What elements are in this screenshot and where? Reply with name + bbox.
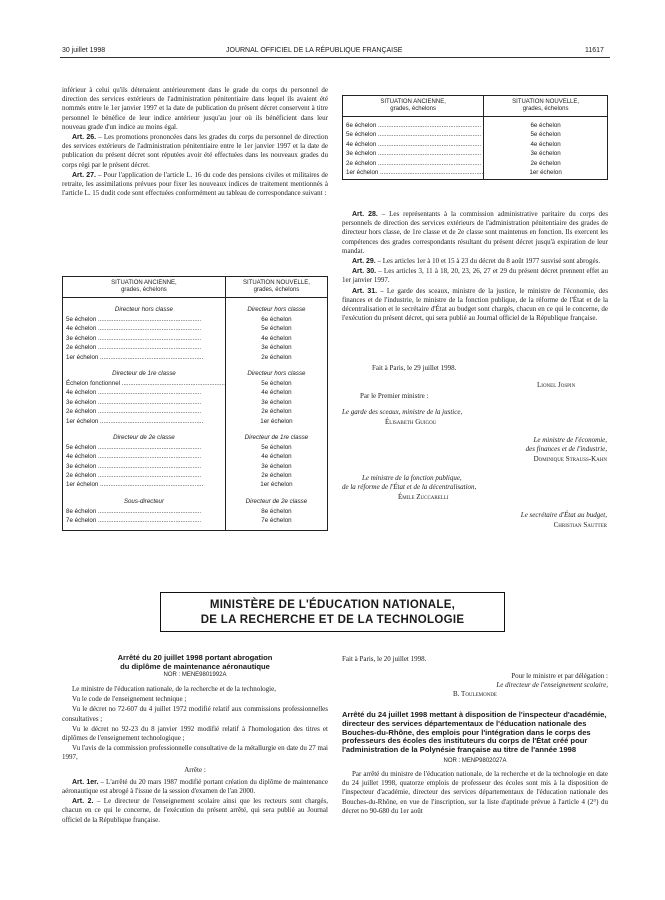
table1-new-echelon: 1er échelon bbox=[260, 417, 293, 425]
table1-old-echelon: 7e échelon ............................................................ bbox=[66, 517, 202, 525]
banner-line-1: MINISTÈRE DE L'ÉDUCATION NATIONALE, bbox=[209, 599, 456, 611]
table1-old-section-title: Directeur de 2e classe bbox=[113, 433, 175, 441]
correspondence-table-1 bbox=[62, 276, 328, 531]
table1-new-echelon: 3e échelon bbox=[261, 462, 292, 470]
ministry-banner bbox=[160, 592, 505, 632]
fait-a-paris-1: Fait à Paris, le 29 juillet 1998. bbox=[372, 364, 457, 372]
article-30-label: Art. 30. bbox=[352, 268, 377, 276]
table1-old-echelon: 4e échelon ............................................................ bbox=[66, 453, 202, 461]
director-name: B. Toulemonde bbox=[453, 690, 497, 698]
table1-new-echelon: 3e échelon bbox=[261, 398, 292, 406]
table1-old-echelon: 4e échelon ............................................................ bbox=[66, 389, 202, 397]
decree-title-line-1: Arrêté du 20 juillet 1998 portant abrogation bbox=[117, 653, 273, 662]
table1-old-section-title: Sous-directeur bbox=[123, 497, 165, 505]
article-28-label: Art. 28. bbox=[352, 211, 378, 218]
decree-article-1 bbox=[62, 778, 328, 796]
table1-head-old-label: SITUATION ANCIENNE, bbox=[111, 280, 177, 286]
table2-head-old-label: SITUATION ANCIENNE, bbox=[380, 99, 446, 105]
bottom-left-column bbox=[62, 653, 328, 826]
article-29-label: Art. 29. bbox=[352, 258, 376, 266]
table1-old-echelon: 1er échelon ............................................................ bbox=[66, 481, 204, 489]
continuation-paragraph: inférieur à celui qu'ils détenaient antérieurement dans le grade du corps du personnel de direction des services extérieurs de l'administration pénitentiaire dans lequel ils avaient été nommés entre le 1er janvier 1997 et la date de publication du présent décret conservent à titre personnel le bénéfice de leur indice antérieur jusqu'au jour où ils bénéficient dans leur nouveau grade d'un indice au moins égal. bbox=[62, 86, 328, 131]
table1-new-echelon: 5e échelon bbox=[261, 443, 292, 451]
table1-old-section-title: Directeur hors classe bbox=[114, 306, 173, 313]
table2-head-old-sub: grades, échelons bbox=[390, 106, 436, 112]
header-rule bbox=[60, 57, 610, 58]
table1-old-echelon: 2e échelon ............................................................ bbox=[66, 344, 202, 352]
page-number: 11617 bbox=[585, 47, 604, 54]
table1-old-column bbox=[63, 298, 226, 531]
article-29-text: – Les articles 1er à 10 et 15 à 23 du décret du 8 août 1977 susvisé sont abrogés. bbox=[375, 257, 601, 266]
table1-new-echelon: 2e échelon bbox=[261, 408, 292, 416]
table1-new-echelon: 4e échelon bbox=[261, 334, 292, 342]
left-column-top bbox=[62, 86, 328, 199]
table1-new-section-title: Directeur de 2e classe bbox=[245, 497, 308, 505]
table2-header-new bbox=[484, 96, 608, 117]
article-31-label: Art. 31. bbox=[352, 287, 378, 295]
table1-new-column bbox=[225, 298, 327, 531]
fp-title-1: Le ministre de la fonction publique, bbox=[362, 474, 462, 482]
decree-article-2 bbox=[62, 797, 328, 825]
table1-new-echelon: 5e échelon bbox=[261, 325, 292, 333]
article-29 bbox=[342, 257, 608, 266]
table2-new-echelon: 6e échelon bbox=[530, 122, 561, 129]
table2-old-echelon: 6e échelon ............................................................ bbox=[346, 122, 482, 129]
table2-new-echelon: 3e échelon bbox=[530, 150, 561, 158]
correspondence-table-2 bbox=[342, 95, 608, 180]
table1-old-echelon: 3e échelon ............................................................ bbox=[66, 398, 202, 406]
article-27 bbox=[62, 171, 328, 199]
table2-head-new-label: SITUATION NOUVELLE, bbox=[512, 99, 580, 105]
table1-new-section-title: Directeur hors classe bbox=[247, 306, 306, 313]
table1-old-echelon: 3e échelon ............................................................ bbox=[66, 462, 202, 470]
article-28-text: – Les représentants à la commission administrative paritaire du corps des personnels de direction des services extérieurs de l'administration pénitentiaire des grades de directeur hors classe, de 1re classe et de 2e classe sont maintenus en fonction. Ils exercent les compétences des grades correspondants résultant du présent décret jusqu'à expiration de leur mandat. bbox=[342, 210, 608, 255]
par-premier-ministre: Par le Premier ministre : bbox=[360, 392, 429, 400]
preamble-3: Vu le décret no 72-607 du 4 juillet 1972 modifié relatif aux commissions professionnelles consultatives ; bbox=[62, 705, 328, 723]
eco-title-1: Le ministre de l'économie, bbox=[533, 436, 607, 444]
table2-new-echelon: 1er échelon bbox=[529, 168, 562, 176]
garde-name: Élisabeth Guigou bbox=[385, 418, 437, 426]
decree-article-1-label: Art. 1er. bbox=[72, 778, 99, 786]
table2-header-old bbox=[343, 96, 484, 117]
table1-old-echelon: 8e échelon ............................................................ bbox=[66, 507, 202, 515]
article-31 bbox=[342, 287, 608, 324]
fait-a-paris-2: Fait à Paris, le 20 juillet 1998. bbox=[342, 655, 427, 663]
table1-new-echelon: 5e échelon bbox=[261, 379, 292, 387]
header-date: 30 juillet 1998 bbox=[62, 47, 106, 54]
table1-old-section-title: Directeur de 1re classe bbox=[112, 369, 176, 377]
table1-new-section-title: Directeur de 1re classe bbox=[244, 433, 309, 441]
table2-new-echelon: 4e échelon bbox=[530, 140, 561, 148]
table1-old-echelon: 3e échelon ............................................................ bbox=[66, 334, 202, 342]
table1-new-echelon: 4e échelon bbox=[261, 389, 292, 397]
decree-article-2-text: – Le directeur de l'enseignement scolaire ainsi que les recteurs sont chargés, chacun en ce qui le concerne, de l'exécution du présent arrêté, qui sera publié au Journal officiel de la République française. bbox=[62, 797, 329, 824]
table1-new-echelon: 2e échelon bbox=[261, 353, 292, 361]
fp-name: Émile Zuccarelli bbox=[398, 493, 449, 501]
article-28 bbox=[342, 210, 608, 256]
article-30 bbox=[342, 267, 608, 285]
article-27-text: – Pour l'application de l'article L. 16 du code des pensions civiles et militaires de retraite, les assimilations prévues pour fixer les nouveaux indices de traitement mentionnés à l'article L. 15 dudit code sont effectuées conformément au tableau de correspondance suivant : bbox=[62, 170, 328, 198]
arrete-24-paragraph: Par arrêté du ministre de l'éducation nationale, de la recherche et de la technologie en date du 24 juillet 1998, quatorze emplois de professeur des écoles sont mis à la disposition de l'inspecteur d'académie, directeur des services départementaux de l'éducation nationale des Bouches-du-Rhône, en vue de l'inscription, sur la liste d'aptitude prévue à l'article 4 (2°) du décret no 90-680 du 1er août bbox=[342, 769, 608, 815]
eco-name: Dominique Strauss-Kahn bbox=[533, 455, 607, 463]
table1-new-echelon: 1er échelon bbox=[260, 481, 293, 489]
article-26 bbox=[62, 133, 328, 170]
table1-new-echelon: 8e échelon bbox=[261, 507, 292, 515]
signer-prime-minister: Lionel Jospin bbox=[537, 381, 576, 389]
table1-head-old-sub: grades, échelons bbox=[121, 287, 167, 293]
director-title: Le directeur de l'enseignement scolaire, bbox=[496, 681, 608, 689]
table1-new-echelon: 2e échelon bbox=[261, 472, 292, 480]
preamble-4: Vu le décret no 92-23 du 8 janvier 1992 modifié relatif à l'homologation des titres et diplômes de l'enseignement technologique ; bbox=[62, 724, 328, 743]
preamble-5: Vu l'avis de la commission professionnelle consultative de la métallurgie en date du 27 mai 1997, bbox=[62, 744, 328, 762]
table2-old-echelon: 2e échelon ............................................................ bbox=[346, 159, 482, 167]
table1-header-old bbox=[63, 277, 226, 298]
table1-new-section-title: Directeur hors classe bbox=[247, 369, 306, 377]
preamble-2: Vu le code de l'enseignement technique ; bbox=[72, 695, 187, 704]
table1-old-echelon: 5e échelon ............................................................ bbox=[66, 316, 202, 323]
article-27-label: Art. 27. bbox=[72, 171, 96, 179]
decree-article-2-label: Art. 2. bbox=[72, 798, 94, 806]
table2-old-echelon: 4e échelon ............................................................ bbox=[346, 140, 482, 148]
table2-new-echelon: 5e échelon bbox=[530, 131, 561, 139]
bottom-right-column bbox=[342, 655, 608, 817]
decree-article-1-text: – L'arrêté du 20 mars 1987 modifié portant création du diplôme de maintenance aéronautique est abrogé à l'issue de la session d'examen de l'an 2000. bbox=[62, 777, 328, 796]
arrete-24-title: Arrêté du 24 juillet 1998 mettant à disposition de l'inspecteur d'académie, directeur des services départementaux de l'éducation nationale des Bouches-du-Rhône, des emplois pour l'intégration dans le corps des professeurs des écoles des instituteurs du corps de l'État créé pour l'administration de la Polynésie française au titre de l'année 1998 bbox=[342, 710, 607, 755]
table2-old-echelon: 3e échelon ............................................................ bbox=[346, 150, 482, 158]
table2-head-new-sub: grades, échelons bbox=[522, 106, 569, 112]
article-31-text: – Le garde des sceaux, ministre de la justice, le ministre de l'économie, des finances et de l'industrie, le ministre de la fonction publique, de la réforme de l'État et de la décentralisation et le secrétaire d'État au budget sont chargés, chacun en ce qui le concerne, de l'exécution du présent décret, qui sera publié au Journal officiel de la République française. bbox=[342, 286, 609, 323]
table2-old-echelon: 5e échelon ............................................................ bbox=[346, 131, 482, 139]
table1-head-new-label: SITUATION NOUVELLE, bbox=[242, 280, 310, 286]
article-26-label: Art. 26. bbox=[72, 134, 97, 142]
table1-head-new-sub: grades, échelons bbox=[253, 287, 300, 293]
table1-old-echelon: 1er échelon ............................................................ bbox=[66, 353, 204, 361]
article-26-text: – Les promotions prononcées dans les grades du corps du personnel de direction des services extérieurs de l'administration pénitentiaire entre le 1er janvier 1997 et la date de publication du présent décret sont réputées avoir été effectuées dans les nouveaux grades du corps régi par le présent décret. bbox=[62, 133, 328, 169]
article-30-text: – Les articles 3, 11 à 18, 20, 23, 26, 27 et 29 du présent décret prennent effet au 1er janvier 1997. bbox=[342, 267, 608, 285]
table1-header-new bbox=[225, 277, 327, 298]
budget-title: Le secrétaire d'État au budget, bbox=[520, 511, 607, 519]
table2-new-echelon: 2e échelon bbox=[530, 159, 561, 167]
table1-new-echelon: 4e échelon bbox=[261, 453, 292, 461]
table1-old-echelon: 4e échelon ............................................................ bbox=[66, 325, 202, 333]
table1-new-echelon: 6e échelon bbox=[261, 316, 292, 323]
table1-old-echelon: 1er échelon ............................................................ bbox=[66, 417, 204, 425]
table1-old-echelon: Échelon fonctionnel ............................................................ bbox=[66, 379, 225, 387]
delegation-line: Pour le ministre et par délégation : bbox=[511, 672, 608, 680]
table1-old-echelon: 2e échelon ............................................................ bbox=[66, 408, 202, 416]
arrete-24-nor: NOR : MENP9802027A bbox=[443, 757, 507, 764]
banner-line-2: DE LA RECHERCHE ET DE LA TECHNOLOGIE bbox=[200, 614, 465, 626]
table1-new-echelon: 3e échelon bbox=[261, 344, 292, 352]
table2-new-column bbox=[484, 117, 608, 180]
decree-title-line-2: du diplôme de maintenance aéronautique bbox=[120, 662, 270, 671]
table1-new-echelon: 7e échelon bbox=[261, 517, 292, 525]
table2-old-echelon: 1er échelon ............................................................ bbox=[346, 168, 484, 176]
preamble-1: Le ministre de l'éducation nationale, de la recherche et de la technologie, bbox=[72, 685, 276, 693]
table1-old-echelon: 2e échelon ............................................................ bbox=[66, 472, 202, 480]
right-column-articles bbox=[342, 210, 608, 324]
arrete-label: Arrête : bbox=[184, 765, 206, 774]
table1-old-echelon: 5e échelon ............................................................ bbox=[66, 443, 202, 451]
budget-name: Christian Sautter bbox=[553, 521, 607, 529]
eco-title-2: des finances et de l'industrie, bbox=[525, 445, 607, 453]
fp-title-2: de la réforme de l'État et de la décentralisation, bbox=[342, 483, 477, 491]
decree-nor: NOR : MENE9801992A bbox=[163, 672, 227, 678]
journal-title: JOURNAL OFFICIEL DE LA RÉPUBLIQUE FRANÇAISE bbox=[226, 47, 403, 54]
garde-title: Le garde des sceaux, ministre de la justice, bbox=[342, 408, 463, 416]
table2-old-column bbox=[343, 117, 484, 180]
